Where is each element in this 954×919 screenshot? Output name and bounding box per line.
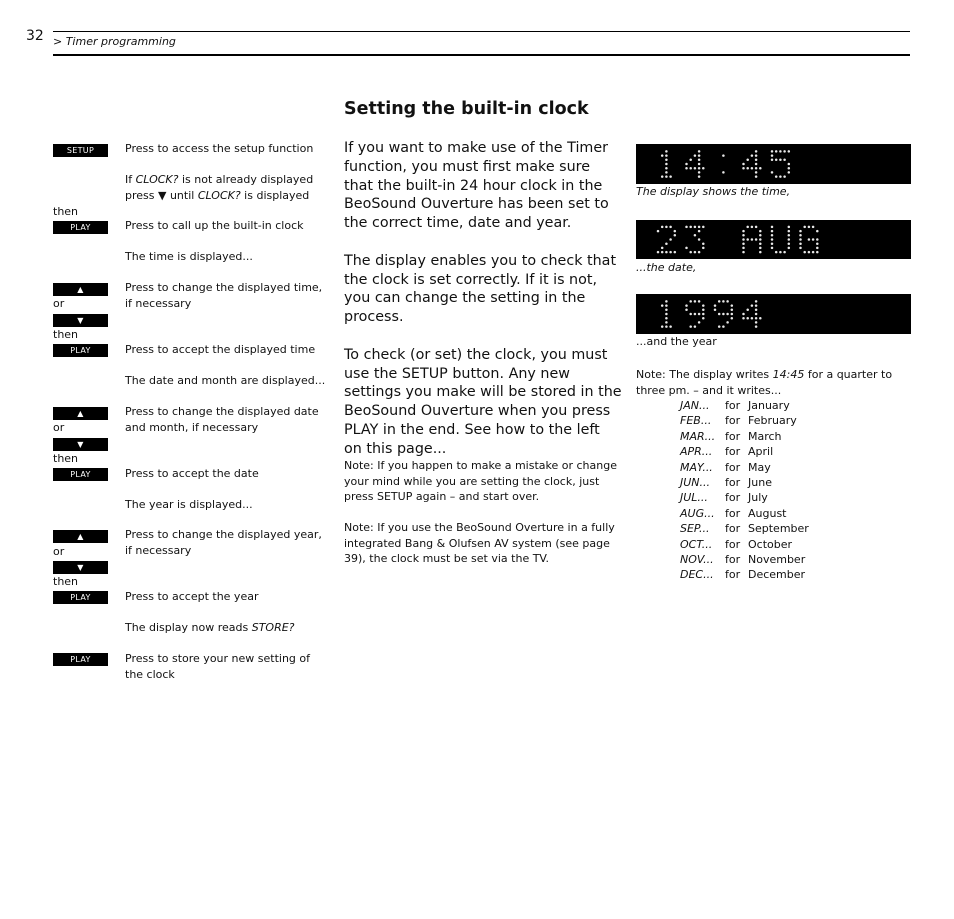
display-dot — [665, 175, 668, 178]
display-dot — [775, 251, 778, 254]
display-dot — [689, 313, 692, 316]
display-dot — [742, 230, 745, 233]
display-dot — [702, 304, 705, 307]
for-word: for — [725, 537, 741, 551]
display-year — [636, 294, 911, 334]
display-dot — [714, 304, 717, 307]
display-dot — [669, 226, 672, 229]
instruction-access-setup: Press to access the setup function — [125, 142, 314, 155]
display-dot — [799, 247, 802, 250]
instruction-clock-not-displayed: If CLOCK? is not already displayed press ▼ until CLOCK? is displayed — [125, 173, 314, 202]
display-dot — [808, 226, 811, 229]
display-dot — [783, 251, 786, 254]
month-name: January — [748, 399, 790, 412]
display-dot — [665, 163, 668, 166]
for-word: for — [725, 414, 741, 428]
display-dot — [788, 238, 791, 241]
down-arrow-icon: ▼ — [53, 438, 108, 451]
display-dot — [771, 159, 774, 162]
display-dot — [742, 317, 745, 320]
for-word: for — [725, 460, 741, 474]
display-dot — [742, 313, 745, 316]
instruction-change-year: Press to change the displayed year, if necessary — [125, 528, 322, 557]
display-dot — [665, 226, 668, 229]
display-dot — [665, 159, 668, 162]
display-dot — [788, 167, 791, 170]
display-dot — [689, 300, 692, 303]
display-dot — [771, 150, 774, 153]
for-word: for — [725, 522, 741, 536]
instruction-accept-year: Press to accept the year — [125, 590, 259, 603]
display-dot — [726, 321, 729, 324]
display-dot — [698, 171, 701, 174]
up-arrow-icon: ▲ — [53, 407, 108, 420]
display-dot — [746, 226, 749, 229]
month-abbreviation: JUN... — [680, 476, 711, 490]
display-dot — [751, 226, 754, 229]
display-dot — [702, 226, 705, 229]
display-dot — [742, 167, 745, 170]
display-dot — [788, 230, 791, 233]
page-title: Setting the built-in clock — [344, 99, 589, 119]
display-dot — [742, 242, 745, 245]
display-dot — [812, 226, 815, 229]
display-dot — [698, 321, 701, 324]
month-name: November — [748, 553, 806, 567]
display-dot — [755, 300, 758, 303]
display-dot — [779, 175, 782, 178]
display-dot — [759, 230, 762, 233]
month-row — [680, 552, 809, 567]
display-dot — [694, 313, 697, 316]
display-dot — [665, 313, 668, 316]
display-dot — [665, 242, 668, 245]
instruction-display-reads-store: The display now reads STORE? — [125, 621, 295, 634]
for-word: for — [725, 476, 741, 490]
display-dot — [722, 171, 725, 174]
display-dot — [661, 175, 664, 178]
display-dot — [665, 251, 668, 254]
display-dot — [751, 317, 754, 320]
display-dot — [759, 317, 762, 320]
display-dot — [698, 230, 701, 233]
display-dot — [759, 167, 762, 170]
display-dot — [685, 247, 688, 250]
display-dot — [751, 167, 754, 170]
display-dot — [665, 317, 668, 320]
intro-paragraph: The display enables you to check that the clock is set correctly. If it is not, you can change the setting in the process. — [344, 252, 617, 326]
display-dot — [799, 234, 802, 237]
display-dot — [751, 304, 754, 307]
month-abbreviation: AUG... — [680, 506, 715, 520]
display-dot — [816, 242, 819, 245]
display-dot — [665, 304, 668, 307]
month-abbreviation: FEB... — [680, 414, 712, 428]
month-name: April — [748, 445, 774, 459]
display-caption-time: The display shows the time, — [636, 185, 791, 198]
display-dot — [661, 247, 664, 250]
display-dot — [689, 159, 692, 162]
display-dot — [669, 251, 672, 254]
month-name: December — [748, 568, 806, 582]
then-label: then — [53, 452, 79, 465]
display-dot — [702, 317, 705, 320]
display-dot — [816, 238, 819, 241]
display-dot — [755, 159, 758, 162]
display-dot — [812, 251, 815, 254]
dot-matrix-text — [636, 144, 911, 184]
up-arrow-icon: ▲ — [53, 283, 108, 296]
header-rule-top — [53, 31, 910, 32]
display-dot — [698, 300, 701, 303]
display-dot — [714, 309, 717, 312]
display-dot — [755, 238, 758, 241]
display-dot — [746, 309, 749, 312]
display-dot — [674, 230, 677, 233]
month-note: Note: The display writes 14:45 for a quarter to three pm. – and it writes... — [636, 368, 893, 397]
display-dot — [689, 226, 692, 229]
setup-button-badge: SETUP — [53, 144, 108, 157]
display-caption-date: ...the date, — [636, 261, 697, 274]
display-dot — [665, 154, 668, 157]
display-dot — [694, 300, 697, 303]
display-dot — [788, 234, 791, 237]
down-arrow-icon: ▼ — [53, 314, 108, 327]
display-dot — [771, 238, 774, 241]
display-dot — [694, 325, 697, 328]
month-abbreviation: MAY... — [680, 460, 713, 474]
display-dot — [702, 313, 705, 316]
for-word: for — [725, 399, 741, 412]
month-table — [680, 398, 809, 583]
instruction-accept-date: Press to accept the date — [125, 467, 259, 480]
display-dot — [755, 304, 758, 307]
display-dot — [788, 247, 791, 250]
display-dot — [702, 242, 705, 245]
display-dot — [771, 247, 774, 250]
display-dot — [779, 159, 782, 162]
display-dot — [775, 175, 778, 178]
instruction-call-clock: Press to call up the built-in clock — [125, 219, 304, 232]
display-dot — [812, 238, 815, 241]
display-dot — [698, 238, 701, 241]
display-dot — [788, 150, 791, 153]
display-dot — [726, 313, 729, 316]
display-dot — [685, 163, 688, 166]
display-dot — [669, 325, 672, 328]
display-dot — [755, 163, 758, 166]
display-dot — [755, 317, 758, 320]
display-dot — [808, 251, 811, 254]
display-dot — [726, 300, 729, 303]
display-dot — [808, 238, 811, 241]
display-dot — [665, 167, 668, 170]
display-dot — [799, 238, 802, 241]
instruction-year-displayed: The year is displayed... — [125, 498, 253, 511]
display-dot — [698, 251, 701, 254]
display-dot — [702, 167, 705, 170]
then-label: then — [53, 328, 79, 341]
display-dot — [685, 304, 688, 307]
display-dot — [746, 317, 749, 320]
intro-paragraph: To check (or set) the clock, you must use the SETUP button. Any new settings you make will be stored in the BeoSound Ouverture when you press PLAY in the end. See how to the left on this page... — [344, 346, 622, 457]
display-dot — [689, 325, 692, 328]
display-dot — [771, 242, 774, 245]
month-row — [680, 537, 809, 552]
note-paragraph: Note: If you happen to make a mistake or change your mind while you are setting the clock, just press SETUP again – and start over. — [344, 459, 617, 503]
display-dot — [788, 163, 791, 166]
dot-matrix-text — [636, 294, 911, 334]
instruction-change-date: Press to change the displayed date and month, if necessary — [125, 405, 319, 434]
instruction-store-setting: Press to store your new setting of the clock — [125, 652, 311, 681]
month-row — [680, 413, 809, 428]
month-abbreviation: NOV... — [680, 553, 714, 567]
display-dot — [665, 321, 668, 324]
display-dot — [661, 251, 664, 254]
display-dot — [731, 304, 734, 307]
header-rule-bottom — [53, 54, 910, 56]
display-dot — [783, 175, 786, 178]
display-dot — [771, 230, 774, 233]
display-dot — [816, 247, 819, 250]
display-dot — [742, 238, 745, 241]
display-dot — [755, 226, 758, 229]
display-dot — [751, 238, 754, 241]
display-dot — [742, 247, 745, 250]
play-button-badge: PLAY — [53, 344, 108, 357]
display-dot — [722, 313, 725, 316]
display-dot — [799, 230, 802, 233]
display-dot — [698, 313, 701, 316]
play-button-badge: PLAY — [53, 653, 108, 666]
display-dot — [779, 251, 782, 254]
display-dot — [698, 226, 701, 229]
intro-paragraph: If you want to make use of the Timer function, you must first make sure that the built-in 24 hour clock in the BeoSound Ouverture has been set to the correct time, date and year. — [344, 140, 609, 232]
display-dot — [689, 251, 692, 254]
month-name: February — [748, 414, 797, 428]
display-dot — [694, 251, 697, 254]
month-row — [680, 567, 809, 582]
display-dot — [698, 159, 701, 162]
month-abbreviation: OCT... — [680, 537, 713, 551]
display-dot — [746, 238, 749, 241]
display-dot — [731, 313, 734, 316]
month-name: June — [748, 476, 772, 490]
display-dot — [783, 150, 786, 153]
display-dot — [665, 325, 668, 328]
display-dot — [742, 251, 745, 254]
month-abbreviation: MAR... — [680, 429, 716, 443]
display-dot — [657, 251, 660, 254]
display-dot — [694, 226, 697, 229]
display-dot — [661, 325, 664, 328]
display-dot — [759, 251, 762, 254]
play-button-badge: PLAY — [53, 468, 108, 481]
month-row — [680, 521, 809, 536]
display-dot — [722, 325, 725, 328]
display-dot — [722, 300, 725, 303]
display-dot — [665, 309, 668, 312]
display-dot — [702, 309, 705, 312]
display-dot — [779, 150, 782, 153]
or-label: or — [53, 545, 65, 558]
then-label: then — [53, 205, 79, 218]
display-dot — [722, 154, 725, 157]
display-dot — [759, 247, 762, 250]
down-arrow-icon: ▼ — [53, 561, 108, 574]
display-dot — [788, 242, 791, 245]
month-name: March — [748, 429, 782, 443]
display-dot — [718, 325, 721, 328]
month-abbreviation: DEC... — [680, 568, 714, 582]
display-dot — [731, 317, 734, 320]
notes — [344, 458, 622, 582]
display-dot — [803, 251, 806, 254]
display-dot — [689, 167, 692, 170]
display-dot — [669, 175, 672, 178]
up-arrow-icon: ▲ — [53, 530, 108, 543]
display-dot — [698, 163, 701, 166]
instruction-accept-time: Press to accept the displayed time — [125, 343, 316, 356]
display-dot — [742, 163, 745, 166]
month-name: August — [748, 506, 787, 520]
display-dot — [698, 175, 701, 178]
display-dot — [755, 167, 758, 170]
month-abbreviation: JUL... — [680, 491, 708, 505]
display-dot — [816, 251, 819, 254]
month-row — [680, 490, 809, 505]
display-dot — [674, 234, 677, 237]
display-dot — [755, 175, 758, 178]
display-dot — [755, 313, 758, 316]
display-dot — [803, 226, 806, 229]
display-dot — [755, 154, 758, 157]
or-label: or — [53, 421, 65, 434]
display-dot — [742, 234, 745, 237]
display-dot — [755, 309, 758, 312]
dot-matrix-text — [636, 220, 911, 259]
instruction-date-month-displayed: The date and month are displayed... — [125, 374, 326, 387]
then-label: then — [53, 575, 79, 588]
display-dot — [669, 238, 672, 241]
display-dot — [685, 226, 688, 229]
month-row — [680, 429, 809, 444]
display-dot — [799, 242, 802, 245]
display-dot — [771, 171, 774, 174]
display-dot — [698, 154, 701, 157]
display-dot — [718, 300, 721, 303]
display-dot — [755, 171, 758, 174]
display-dot — [771, 154, 774, 157]
month-abbreviation: APR... — [680, 445, 713, 459]
or-label: or — [53, 297, 65, 310]
display-dot — [746, 167, 749, 170]
display-dot — [751, 154, 754, 157]
display-time — [636, 144, 911, 184]
display-dot — [665, 300, 668, 303]
month-abbreviation: JAN... — [680, 399, 710, 412]
display-dot — [759, 234, 762, 237]
display-dot — [718, 313, 721, 316]
display-dot — [816, 230, 819, 233]
intro-text — [344, 139, 622, 477]
for-word: for — [725, 429, 741, 443]
display-dot — [775, 159, 778, 162]
display-caption-year: ...and the year — [636, 335, 717, 348]
display-dot — [698, 167, 701, 170]
display-dot — [665, 150, 668, 153]
month-abbreviation: SEP... — [680, 522, 710, 536]
display-dot — [759, 238, 762, 241]
display-dot — [746, 159, 749, 162]
month-row — [680, 444, 809, 459]
for-word: for — [725, 445, 741, 459]
display-dot — [661, 304, 664, 307]
display-dot — [788, 226, 791, 229]
display-dot — [755, 150, 758, 153]
instruction-time-displayed: The time is displayed... — [125, 250, 253, 263]
display-dot — [731, 309, 734, 312]
display-dot — [698, 150, 701, 153]
display-dot — [694, 167, 697, 170]
display-dot — [661, 154, 664, 157]
display-dot — [755, 325, 758, 328]
for-word: for — [725, 491, 741, 505]
play-button-badge: PLAY — [53, 221, 108, 234]
for-word: for — [725, 568, 741, 582]
display-dot — [694, 234, 697, 237]
display-date — [636, 220, 911, 259]
display-dot — [665, 171, 668, 174]
note-paragraph: Note: If you use the BeoSound Overture in a fully integrated Bang & Olufsen AV system (see page 39), the clock must be set via the TV. — [344, 521, 615, 565]
month-name: September — [748, 522, 809, 536]
display-dot — [685, 167, 688, 170]
breadcrumb: > Timer programming — [53, 35, 176, 48]
month-row — [680, 460, 809, 475]
display-dot — [755, 321, 758, 324]
display-dot — [661, 226, 664, 229]
month-name: October — [748, 537, 793, 551]
display-dot — [674, 251, 677, 254]
month-row — [680, 506, 809, 521]
month-row — [680, 475, 809, 490]
display-dot — [702, 247, 705, 250]
display-dot — [771, 226, 774, 229]
display-dot — [657, 230, 660, 233]
play-button-badge: PLAY — [53, 591, 108, 604]
for-word: for — [725, 553, 741, 567]
display-dot — [788, 171, 791, 174]
display-dot — [694, 154, 697, 157]
month-row — [680, 398, 809, 413]
for-word: for — [725, 506, 741, 520]
month-name: July — [748, 491, 768, 505]
display-dot — [685, 309, 688, 312]
month-name: May — [748, 460, 771, 474]
display-dot — [759, 242, 762, 245]
instruction-change-time: Press to change the displayed time, if necessary — [125, 281, 323, 310]
page-number: 32 — [26, 28, 44, 44]
display-dot — [771, 234, 774, 237]
display-dot — [775, 150, 778, 153]
display-dot — [783, 159, 786, 162]
